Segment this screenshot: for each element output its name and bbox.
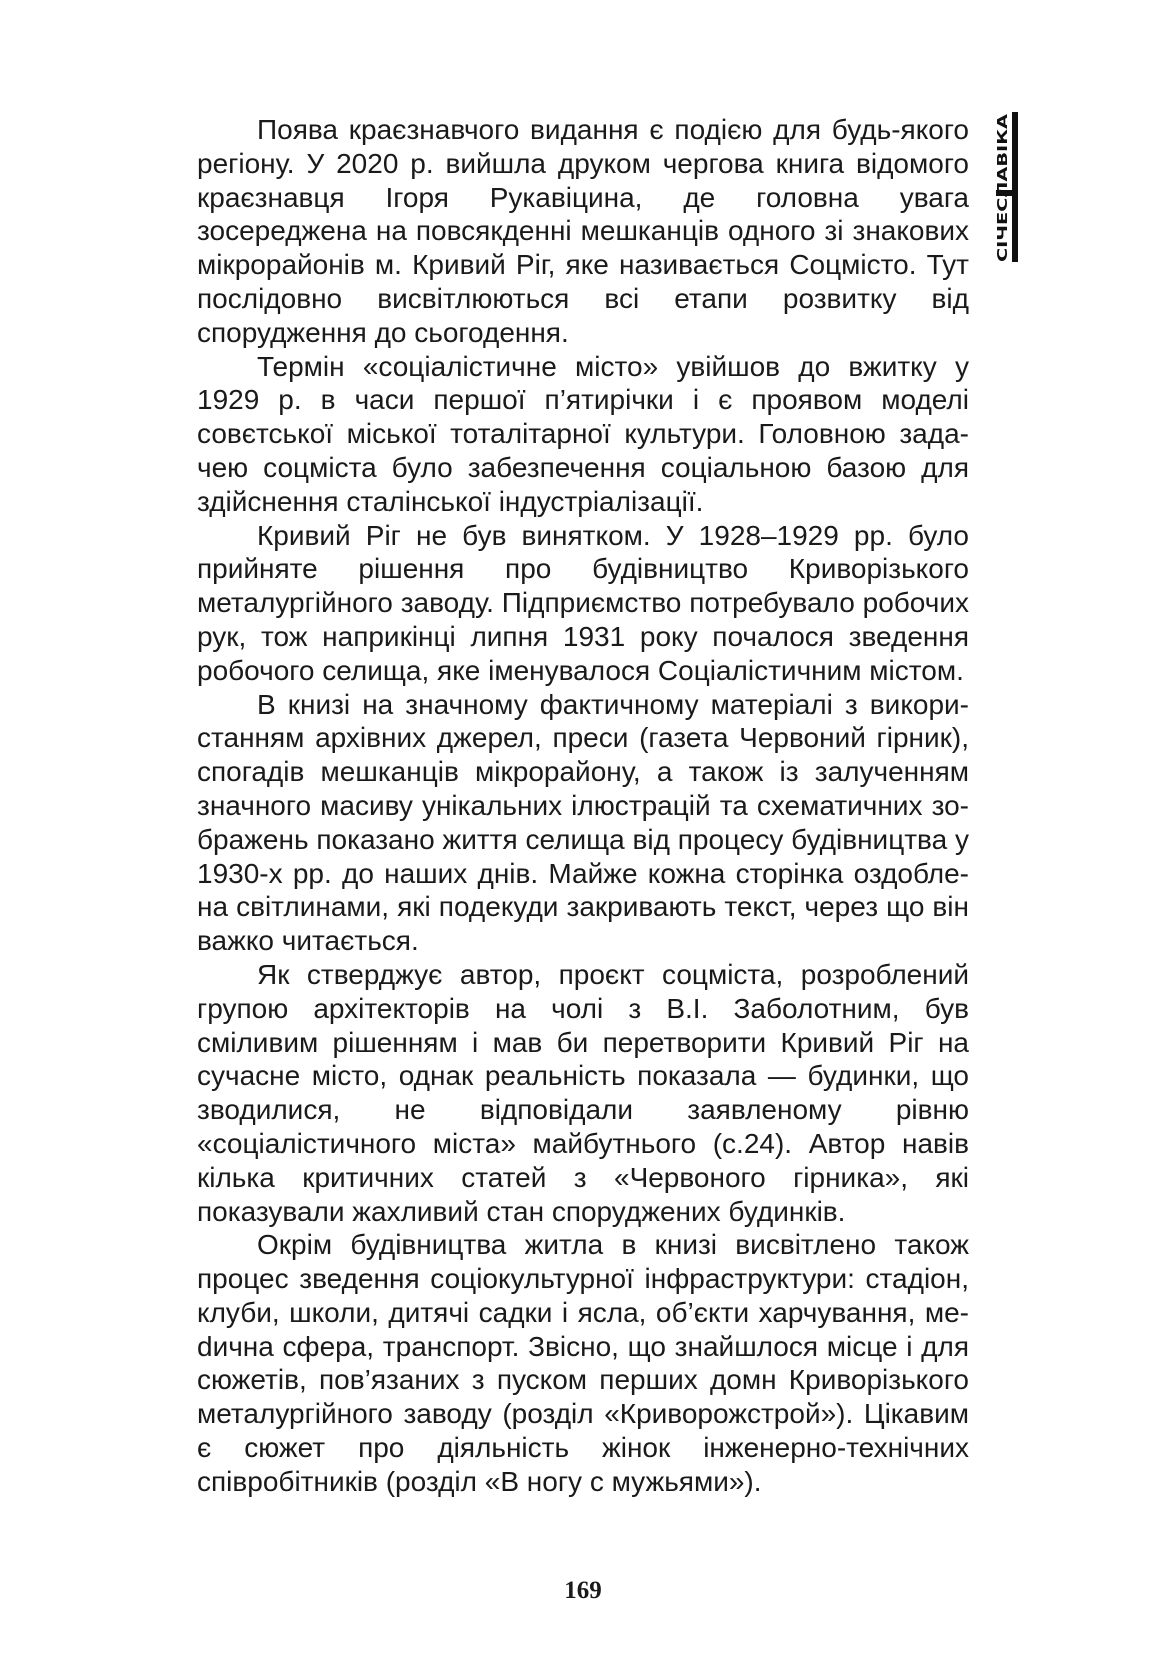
- paragraph: Окрім будівництва житла в книзі висвітлено також процес зведення соціокультурної інфраструктури: стадіон, клуби, школи, дитячі садки і ясла, об’єкти харчування, меdична сфера, транспорт. Звісно, що знайшлося місце і для сюжетів, пов’язаних з пуском перших домн Криворізького металургійного заводу (розділ «Криворожстрой»). Цікавим є сюжет про діяльність жінок інженерно-технічних співробітників (розділ «В ногу с мужьями»).: [197, 1229, 969, 1497]
- paragraph: Кривий Ріг не був винятком. У 1928–1929 рр. було прийняте рішення про будівництво Криворізького металургійного заводу. Підприємство потребувало робочих рук, тож наприкінці липня 1931 року почалося зведення робочого селища, яке іменувалося Соціалістичним містом.: [197, 519, 969, 686]
- page-number: 169: [564, 1577, 602, 1604]
- logo-bar: [1012, 112, 1018, 262]
- paragraph: В книзі на значному фактичному матеріалі з використанням архівних джерел, преси (газета Червоний гірник), спогадів мешканців мікрорайону, а також із залученням значного масиву унікальних ілюстрацій та схематичних зображень показано життя селища від процесу будівництва у 1930-х рр. до наших днів. Майже кожна сторінка оздоблена світлинами, які подекуди закривають текст, через що він важко читається.: [197, 688, 969, 957]
- journal-logo-graphic: [988, 112, 1024, 262]
- journal-logo: [988, 112, 1024, 262]
- paragraph: Поява краєзнавчого видання є подією для будь-якого регіону. У 2020 р. вийшла друком чергова книга відомого краєзнавця Ігоря Рукавіцина, де головна увага зосереджена на повсякденні мешканців одного зі знакових мікрорайонів м. Кривий Ріг, яке називається Соцмісто. Тут послідовно висвітлюються всі етапи розвитку від спорудження до сьогодення.: [197, 114, 969, 348]
- article-body: [197, 113, 969, 1499]
- paragraph: Як стверджує автор, проєкт соцміста, розроблений групою архітекторів на чолі з В.І. Заболотним, був сміливим рішенням і мав би перетворити Кривий Ріг на сучасне місто, однак реальність показала — будинки, що зводилися, не відповідали заявленому рівню «соціалістичного міста» майбутнього (с.24). Автор навів кілька критичних статей з «Червоного гірника», які показували жахливий стан споруджених будинків.: [197, 958, 969, 1227]
- logo-text: СІЧЕСЛАВІКА: [996, 162, 1011, 262]
- paragraph: Термін «соціалістичне місто» увійшов до вжитку у 1929 р. в часи першої п’ятирічки і є проявом моделі совєтської міської тоталітарної культури. Головною задачею соцміста було забезпечення соціальною базою для здійснення сталінської індустріалізації.: [197, 350, 969, 517]
